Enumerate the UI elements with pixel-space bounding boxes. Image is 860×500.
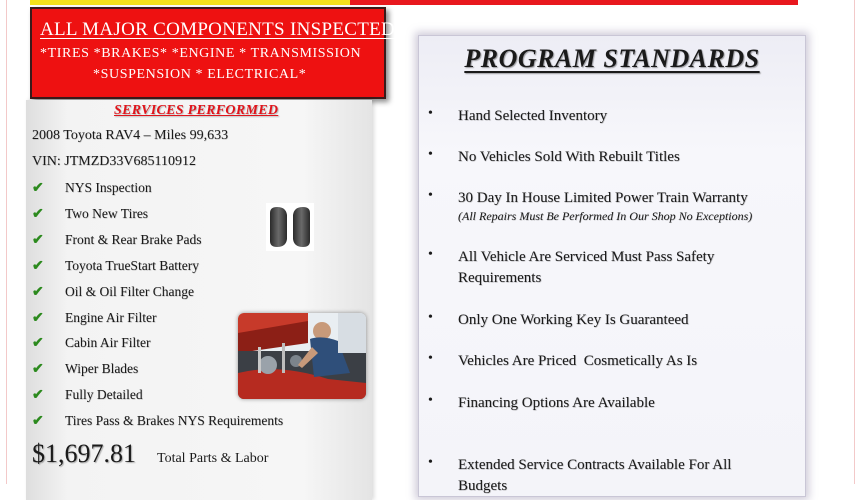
standard-note: (All Repairs Must Be Performed In Our Shop No Exceptions) xyxy=(458,209,753,223)
check-icon: ✔ xyxy=(32,233,44,248)
standard-text: No Vehicles Sold With Rebuilt Titles xyxy=(458,149,680,165)
check-icon: ✔ xyxy=(32,362,44,377)
check-icon: ✔ xyxy=(32,414,44,429)
standard-text: Hand Selected Inventory xyxy=(458,108,608,124)
check-icon: ✔ xyxy=(32,259,44,274)
bullet-icon: • xyxy=(428,393,433,408)
service-label: Oil & Oil Filter Change xyxy=(65,284,194,299)
banner-line-2: *SUSPENSION * ELECTRICAL* xyxy=(93,67,307,82)
banner-title: ALL MAJOR COMPONENTS INSPECTED xyxy=(40,19,396,40)
standard-text: 30 Day In House Limited Power Train Warranty xyxy=(458,190,748,206)
check-icon: ✔ xyxy=(32,336,44,351)
bullet-icon: • xyxy=(428,351,433,366)
standard-text: Vehicles Are Priced Cosmetically As Is xyxy=(458,353,698,369)
bullet-icon: • xyxy=(428,147,433,162)
service-label: Front & Rear Brake Pads xyxy=(65,232,202,247)
page-border-left xyxy=(6,0,7,484)
service-label: Toyota TrueStart Battery xyxy=(65,258,200,273)
services-heading: SERVICES PERFORMED xyxy=(114,103,279,118)
standard-text: Extended Service Contracts Available For All Budgets xyxy=(458,457,732,494)
standard-text: Only One Working Key Is Guaranteed xyxy=(458,312,689,328)
price-caption: Total Parts & Labor xyxy=(157,451,269,466)
service-label: Engine Air Filter xyxy=(65,310,157,325)
check-icon: ✔ xyxy=(32,388,44,403)
service-label: NYS Inspection xyxy=(65,180,152,195)
brake-pads-photo xyxy=(266,203,314,251)
service-label: Cabin Air Filter xyxy=(65,335,151,350)
components-inspected-banner xyxy=(30,7,396,99)
standard-text: Financing Options Are Available xyxy=(458,395,655,411)
service-label: Two New Tires xyxy=(65,206,149,221)
top-strip-red xyxy=(350,0,798,5)
bullet-icon: • xyxy=(428,188,433,203)
check-icon: ✔ xyxy=(32,181,44,196)
service-label: Fully Detailed xyxy=(65,387,143,402)
standards-title: PROGRAM STANDARDS xyxy=(464,44,760,73)
bullet-icon: • xyxy=(428,455,433,470)
check-icon: ✔ xyxy=(32,207,44,222)
banner-line-1: *TIRES *BRAKES* *ENGINE * TRANSMISSION xyxy=(40,46,362,61)
vin-info: VIN: JTMZD33V685110912 xyxy=(32,154,196,169)
page-border-right xyxy=(854,0,855,484)
check-icon: ✔ xyxy=(32,311,44,326)
check-icon: ✔ xyxy=(32,285,44,300)
vehicle-info: 2008 Toyota RAV4 – Miles 99,633 xyxy=(32,128,229,143)
standard-text: All Vehicle Are Serviced Must Pass Safety Requirements xyxy=(458,249,715,286)
total-price: $1,697.81 xyxy=(32,439,136,468)
service-label: Tires Pass & Brakes NYS Requirements xyxy=(65,413,284,428)
bullet-icon: • xyxy=(428,310,433,325)
service-label: Wiper Blades xyxy=(65,361,139,376)
top-strip-yellow xyxy=(30,0,350,5)
bullet-icon: • xyxy=(428,247,433,262)
engine-photo xyxy=(238,313,366,399)
bullet-icon: • xyxy=(428,106,433,121)
